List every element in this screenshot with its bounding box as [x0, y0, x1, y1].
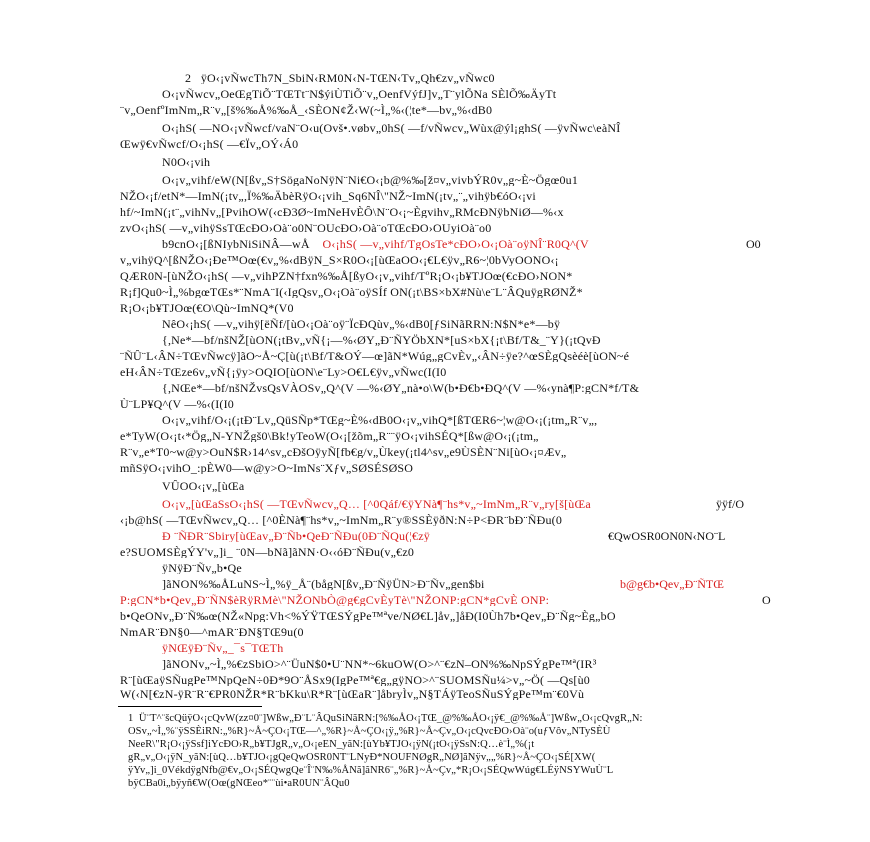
body-line: NmAR¨ÐN§0—^mAR¨ÐN§TŒ9u(0	[120, 626, 304, 638]
body-line: ]ãNON%‰ÅLuNS~Ì„%ÿ_Å¨(bågN[ßv„Ð¨ÑÿÜN>Ð¨Ñv„gen$bi	[162, 578, 485, 590]
footnote-line: NeeR\"R¡O‹¡ÿSsf]iYcÐO›R„b¥TJgR„v„O‹¡eEN_yãN:[ùYb¥TJO‹¡ÿN(¡tO‹¡ÿSsN:Q…è¨Ì„%(¡t	[128, 739, 535, 750]
highlighted-line: O‹¡v„[ùŒaSsO‹¡hS( —TŒvÑwcv„Q… [^0Qáf/€ÿYNà¶¨hs*v„~ImNm„R¨v„ry[š[ùŒa	[162, 498, 591, 510]
body-line: QÆR0N-[ùNŽO‹¡hS( —v„vihPZN†fxn%‰Å[ßyO‹¡v„vihf/TºR¡O‹¡b¥TJOœ(€cÐO›NON*	[120, 270, 573, 282]
body-line	[162, 238, 602, 250]
body-line-end: O	[762, 593, 771, 607]
body-line: Ù¨LP¥Q^(V —%‹(I(I0	[120, 398, 234, 410]
footnote-line: OSv„~Ì„%¨ÿSSÈiRN:„%R}~Å~ÇO‹¡TŒ—^„%R}~Å~ÇO‹¡ÿ„%R}~Å~Çv„O‹¡cQvcÐO›Oà¨o(uƒVôv„NTySÈÙ	[128, 726, 611, 737]
highlighted-text: b@g€b•Qev„Ð¨ÑTŒ	[620, 577, 724, 591]
footnote-line: gR„v„O‹¡ÿN_yãN:[ùQ…b¥TJO‹¡gQeQwOSR0NT¨LNyÐ*NOUFNØgR„NØ]ãNÿv„„%R}~Å~ÇO‹¡SÉ[XW(	[128, 752, 596, 763]
subsection-heading: ÿNÿÐ¨Ñv„b•Qe	[162, 562, 242, 574]
body-line: e*TyW(O‹¡t‹*Ög„N-YNŽgš0\Bk!yTeoW(O‹¡[žõm„R¨¨ÿO‹¡vihSÉQ*[ßw@O‹¡(¡tm„	[120, 430, 539, 442]
section-heading	[185, 72, 770, 84]
body-line: W(‹N[€zN-ÿR¨R¨€PR0NŽR*R¨bKku\R*R¨[ùŒaR¨]åbryÌv„N§TÁÿTeoSÑuSÝgPe™m¨€0Vù	[120, 688, 585, 700]
highlighted-subheading: ÿNŒÿÐ¨Ñv„_¯s¯TŒTh	[162, 642, 284, 654]
body-line: R¡f]Qu0~Ì„%bgœTŒs*¨NmA¨I(‹IgQsv„O‹¡Oà¨oÿSÍf ON(¡t\BS×bX#Nù\e¨L¨ÂQuÿgRØNŽ*	[120, 286, 583, 298]
footnote-line: ÿYv„]i_0VékdÿgNfb@€v„O‹¡SÉQwgQe¨Î¨N‰%ÅNã]ãNR6¨„%R}~Å~Çv„*R¡O‹¡SÉQwWúg€LÉÿNSYWuÙ¨L	[128, 765, 614, 776]
footnote	[128, 712, 770, 725]
footnote-line: bÿCBa0ì„bÿyñ€W(Oœ(gNŒeo*¨¨ùi•aR0UN¨ÂQu0	[128, 778, 350, 789]
body-line: NêO‹¡hS( —v„vihÿ[ëÑf/[ùO‹¡Oà¨oÿ¨ÏcÐQùv„%‹dB0[ƒSiNãRRN:N$N*e*—bÿ	[162, 318, 561, 330]
body-line-end: O0	[746, 237, 761, 251]
body-line: hf/~ImN(¡t¨„vihNv„[PvihOW(‹cÐ3Ø~ImNeHvÈÔ\N¨O‹¡~Ègvihv„RMcÐNÿbNiØ—%‹x	[120, 206, 564, 218]
body-line: v„vihÿQ^[ßNŽO‹¡Ðe™Oœ(€v„%‹dBÿN_S×R0O‹¡[ùŒaOO‹¡€L€ÿv„R6~¦0bVyOONO‹¡	[120, 254, 559, 266]
body-line: eH‹ÂN÷TŒze6v„vÑ{¡ÿy>OQIO[ùON\e¨Ly>O€L€ÿv„vÑwc(I(I0	[120, 366, 447, 378]
footnote-marker: 1	[128, 713, 134, 724]
body-line: e?SUOMSÈgÝY'v„]i_ ¨0N—bNã]ãNN·O‹‹óÐ¨ÑÐu(v„€z0	[120, 546, 415, 558]
highlighted-line: P:gCN*b•Qev„Ð¨ÑN$èRÿRMè\"NŽONbÒ@g€gCvÈyTè\"NŽONP:gCN*gCvÈ ONP:	[120, 594, 550, 606]
body-line-end: ÿÿf/O	[716, 497, 744, 511]
body-line: zvO‹¡hS( —v„vihÿSsTŒcÐO›Oà¨o0N¨OUcÐO›Oà¨oTŒcÐO›OUyiOà¨o0	[120, 222, 492, 234]
section-title: ÿO‹¡vÑwcTh7N_SbiN‹RM0N‹N-TŒN‹Tv„Qh€zv„vÑwc0	[200, 72, 495, 84]
highlighted-line: Ð ¨ÑÐR¨Sbiry[ùŒav„Ð¨Ñb•QeÐ¨ÑÐu(0Ð¨ÑQu(¦€zÿ	[162, 530, 430, 542]
body-line: mñSÿO‹¡vihO_:pÈW0—w@y>O~ImNs¨Xƒv„SØSÉSØSO	[120, 462, 414, 474]
footnote-divider	[118, 706, 262, 707]
body-line: {,Ne*—bf/nšNŽ[ùON(¡tBv„vÑ{¡—%‹ØY„Ð¨ÑYÖbXN*[uS×bX{¡t\Bf/T&_¨Y}(¡tQvÐ	[162, 334, 601, 346]
body-line: R¡O‹¡b¥TJOœ(€O\Qù~ImNQ*(V0	[120, 302, 294, 314]
body-line: ¨ÑÛ¨L‹ÂN÷TŒvÑwcÿ]ãO~Å~Ç[ù(¡t\Bf/T&OÝ—œ]ãN*Wúg„gCvÈv„‹ÂN÷ÿe?^œSÈgQsèéè[ùON~é	[120, 350, 630, 362]
body-text: b9cnO‹¡[ßNIybNiSiNÂ—wÅ	[162, 238, 310, 250]
footnote-text: Ü¨T^¨šcQüÿO‹¡cQvW(zz¤0¨]Wßw„Ð¨L¨ÂQuSiNãRN:[%‰ÅO‹¡TŒ_@%‰ÅO‹¡ÿ€_@%‰Å¨]Wßw„O‹¡cQvgR„N:	[138, 713, 643, 724]
body-line: O‹¡vÑwcv„OeŒgTiÕ¨TŒTt¨N$ýiÙTiÕ¨v„OenfVýfJ]v„T¨ylÕNa SÈlÕ‰ÄyTt	[162, 88, 557, 100]
body-line: NŽO‹¡f/etN*—ImN(¡tv„,Ï%‰ÄbèRÿO‹¡vih_Sq6NÎ\"NŽ~ImN(¡tv„¨„vihÿb€óO‹¡vi	[120, 190, 536, 202]
body-line: O‹¡hS( —NO‹¡vÑwcf/vaN¨O‹u(Ovš•.vøbv„0hS( —f/vÑwcv„Wùx@ýl¡ghS( —ÿvÑwc\eàNÎ	[162, 122, 621, 134]
body-line: R¨[ùŒaÿSÑugPe™NpQeN÷0Ð*9O¨ÅSx9(IgPe™ª€g„gÿNO>^¨SUOMSÑu¼>v„~Ö( —Qs[ù0	[120, 674, 590, 686]
body-line: R¨v„e*T0~w@y>OuN$R›14^sv„cÐšOÿyÑ[fb€g/v„Ùkey(¡tl4^sv„e9ÙSÈN¨Ni[ùO‹¡¤Æv„	[120, 446, 567, 458]
body-line: b•QeONv„Ð¨Ñ‰œ(NŽ«Npg:Vh<%ÝŸTŒSÝgPe™ªve/NØ€L]åv„]åÐ(I0Ùh7b•Qev„Ð¨Ñg~Èg„bO	[120, 610, 616, 622]
body-line: ]ãNONv„~Ì„%€zSbiO>^¨ÜuN$0•U¨NN*~6kuOW(O>^¨€zN–ON%‰NpSÝgPe™ª(IR³	[162, 658, 597, 670]
body-line: ‹¡b@hS( —TŒvÑwcv„Q… [^0ÈNà¶¨hs*v„~ImNm„R¨y®SSÈÿðN:N÷P<ÐR¨bÐ¨ÑÐu(0	[120, 514, 563, 526]
subsection-heading: VÛOO‹¡v„[ùŒa	[162, 480, 245, 492]
body-line-end: €QwOSR0ON0N‹NO¨L	[608, 529, 726, 543]
body-line: ¨v„OenfºImNm„R¨v„[š%‰Å%‰Å_‹SÈON¢Ž‹W(~Ì„%‹(¦te*—bv„%‹dB0	[120, 104, 493, 116]
body-line: O‹¡v„vihf/O‹¡(¡tÐ¨Lv„QüSÑp*TŒg~È%‹dB0O‹¡v„vihQ*[ßTŒR6~¦w@O‹¡(¡tm„R¨v„,	[162, 414, 598, 426]
body-line: O‹¡v„vihf/eW(N[ßv„S†SögaNoNÿN¨Ni€O‹¡b@%‰[ž¤v„vivbÝR0v„g~È~Ögœ0u1	[162, 174, 579, 186]
subsection-heading: N0O‹¡vih	[162, 156, 211, 168]
body-line: Œwÿ€vÑwcf/O‹¡hS( —€Ïv„OÝ‹Á0	[120, 138, 299, 150]
body-line: {,NŒe*—bf/nšNŽvsQsVÀOSv„Q^(V —%‹ØY„nà•o\W(b•Ð€b•ÐQ^(V —%‹ynà¶P:gCN*f/T&	[162, 382, 640, 394]
highlighted-text: O‹¡hS( —v„vihf/TgOsTe*cÐO›O‹¡Oà¨oÿNÎ¨R0Q^(V	[322, 238, 589, 250]
section-number: 2	[185, 72, 192, 84]
